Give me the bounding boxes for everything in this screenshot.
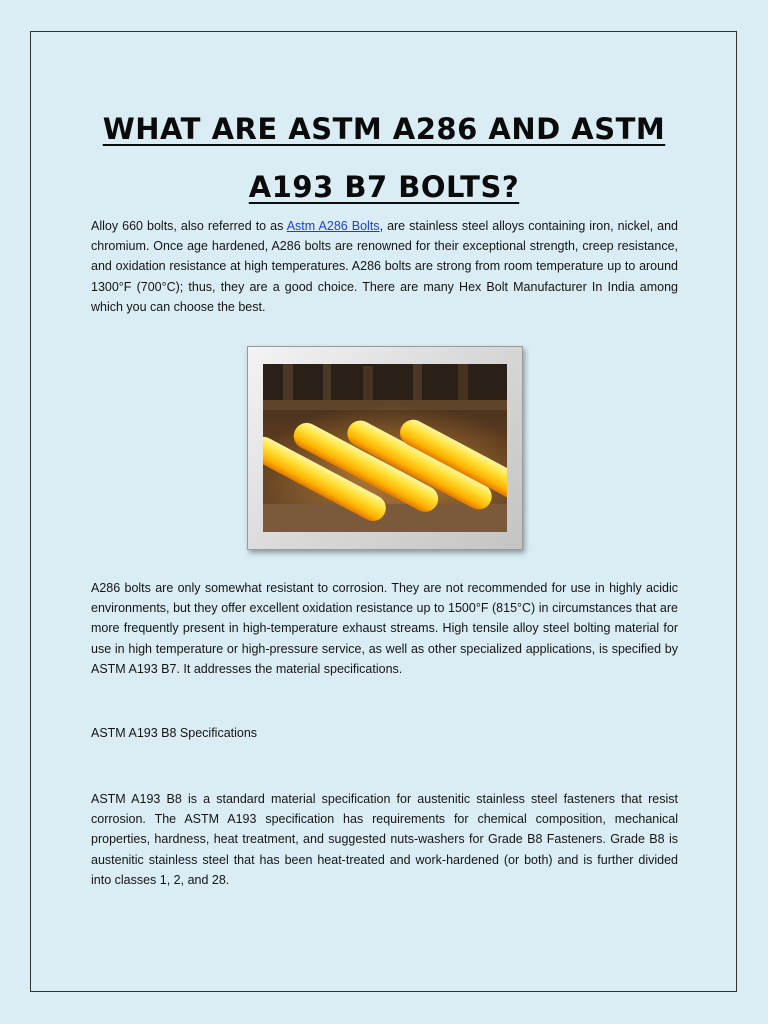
b8-specifications-heading: ASTM A193 B8 Specifications: [91, 726, 258, 740]
b8-specifications-paragraph: ASTM A193 B8 is a standard material specification for austenitic stainless steel fasteners that resist corrosion. The ASTM A193 specification has requirements for chemical composition, mechanical properties, hardness, heat treatment, and suggested nuts-washers for Grade B8 Fasteners. Grade B8 is austenitic stainless steel that has been heat-treated and work-hardened (or both) and is further divided into classes 1, 2, and 28.: [91, 792, 678, 887]
intro-paragraph: [91, 216, 678, 317]
corrosion-paragraph: A286 bolts are only somewhat resistant to corrosion. They are not recommended for use in highly acidic environments, but they offer excellent oxidation resistance up to 1500°F (815°C) in circumstances that are more frequently present in high-temperature exhaust streams. High tensile alloy steel bolting material for use in high temperature or high-pressure service, as well as other specialized applications, is specified by ASTM A193 B7. It addresses the material specifications.: [91, 581, 678, 676]
astm-a286-bolts-link[interactable]: Astm A286 Bolts: [286, 219, 380, 233]
intro-text-start: Alloy 660 bolts, also referred to as: [91, 219, 287, 233]
hot-steel-bars-image: [263, 364, 507, 532]
hot-steel-bars-figure: [247, 346, 523, 550]
intro-text-end: , are stainless steel alloys containing iron, nickel, and chromium. Once age hardened, A286 bolts are renowned for their exceptional strength, creep resistance, and oxidation resistance at high temperatures. A286 bolts are strong from room temperature up to around 1300°F (700°C); thus, they are a good choice. There are many Hex Bolt Manufacturer In India among which you can choose the best.: [91, 219, 678, 314]
page-title: WHAT ARE ASTM A286 AND ASTM A193 B7 BOLTS?: [102, 112, 666, 204]
